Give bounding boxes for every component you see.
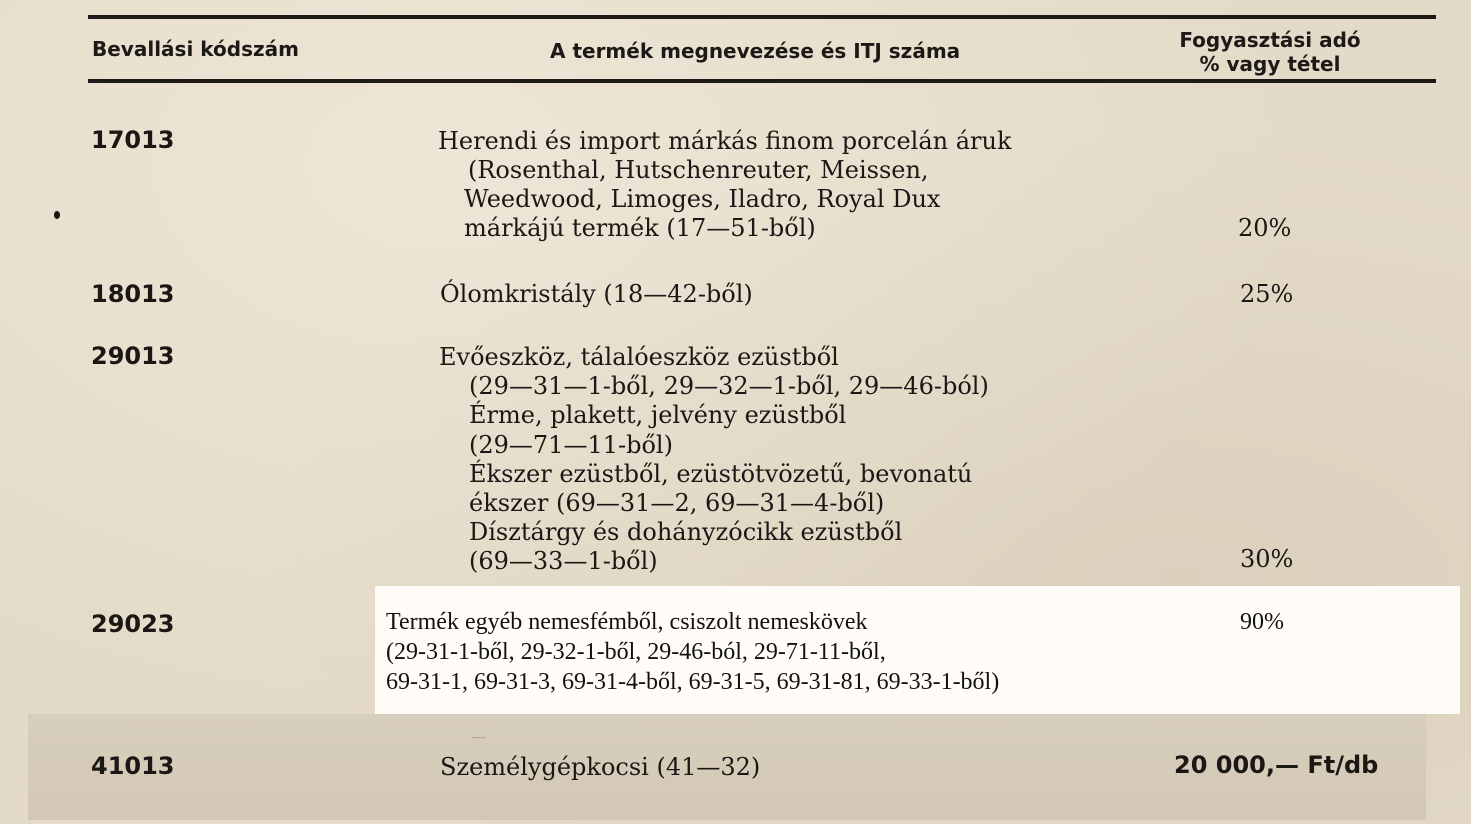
row-tax: 20% [1238, 214, 1292, 242]
row-line: Weedwood, Limoges, Iladro, Royal Dux [464, 185, 941, 213]
row-line: Személygépkocsi (41—32) [440, 753, 761, 781]
row-line: Érme, plakett, jelvény ezüstből [469, 401, 847, 429]
row-tax: 30% [1240, 545, 1294, 573]
row-line: Evőeszköz, tálalóeszköz ezüstből [439, 343, 839, 371]
row-line: Herendi és import márkás finom porcelán áruk [438, 127, 1012, 155]
row-line: (Rosenthal, Hutschenreuter, Meissen, [468, 156, 929, 184]
row-line: 69-31-1, 69-31-3, 69-31-4-ből, 69-31-5, 69-31-81, 69-33-1-ből) [386, 669, 1000, 695]
row-line: márkájú termék (17—51-ből) [464, 214, 816, 242]
header-name: A termék megnevezése és ITJ száma [550, 39, 961, 63]
header-tax [1170, 28, 1370, 76]
row-line: Ékszer ezüstből, ezüstötvözetű, bevonatú [469, 460, 973, 488]
row-line: Termék egyéb nemesfémből, csiszolt nemeskövek [386, 609, 868, 635]
row-line: (29—31—1-ből, 29—32—1-ből, 29—46-ból) [469, 372, 989, 400]
row-line: (29—71—11-ből) [469, 431, 673, 459]
row-line: (69—33—1-ből) [469, 547, 658, 575]
row-tax: 25% [1240, 280, 1294, 308]
row-line: (29-31-1-ből, 29-32-1-ből, 29-46-ból, 29-71-11-ből, [386, 639, 886, 665]
header-rule [88, 79, 1436, 83]
row-line: ékszer (69—31—2, 69—31—4-ből) [469, 489, 885, 517]
ink-speck [54, 211, 60, 219]
header-code: Bevallási kódszám [92, 37, 299, 61]
row-line: Dísztárgy és dohányzócikk ezüstből [469, 518, 903, 546]
row-tax: 20 000,— Ft/db [1174, 751, 1379, 779]
row-code: 18013 [91, 280, 175, 308]
row-line: Ólomkristály (18—42-ből) [440, 280, 753, 308]
header-tax-line1: Fogyasztási adó [1179, 28, 1361, 52]
row-code: 41013 [91, 752, 175, 780]
row-code: 29013 [91, 342, 175, 370]
row-tax: 90% [1240, 609, 1284, 635]
top-rule [88, 15, 1436, 19]
header-tax-line2: % vagy tétel [1199, 52, 1341, 76]
row-code: 29023 [91, 610, 175, 638]
row-code: 17013 [91, 126, 175, 154]
